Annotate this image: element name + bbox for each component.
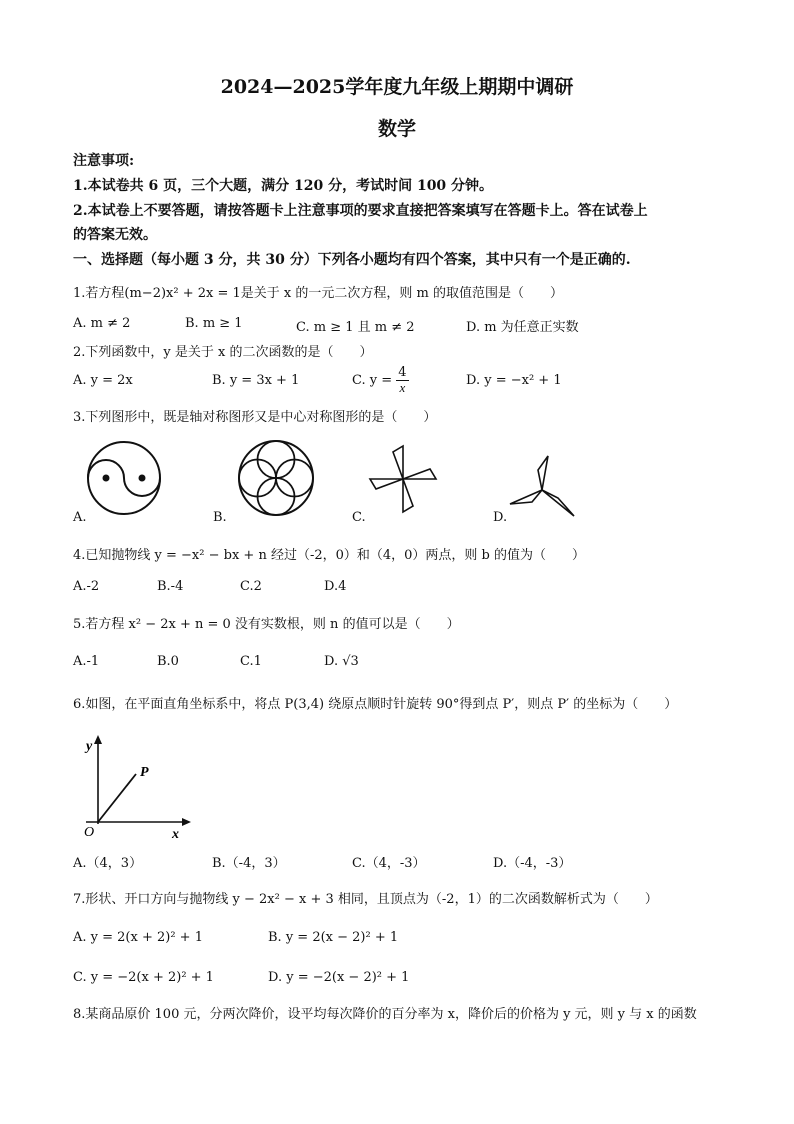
exam-title: 2024—2025学年度九年级上期期中调研 bbox=[220, 76, 574, 98]
question-3-stem: 3.下列图形中，既是轴对称图形又是中心对称图形的是（ ） bbox=[73, 410, 437, 425]
axis-x-label: x bbox=[172, 827, 179, 842]
question-6-stem: 6.如图，在平面直角坐标系中，将点 P(3,4) 绕原点顺时针旋转 90°得到点 P′，则点 P′ 的坐标为（ ） bbox=[73, 697, 678, 712]
axis-y-label: y bbox=[86, 739, 93, 754]
subject-title: 数学 bbox=[377, 118, 416, 140]
question-3-option-d: D. bbox=[493, 510, 508, 525]
question-6-option-a: A.（4，3） bbox=[73, 856, 143, 871]
question-6-option-b: B.（-4，3） bbox=[212, 856, 286, 871]
question-4-stem: 4.已知抛物线 y = −x² − bx + n 经过（-2，0）和（4，0）两点，则 b 的值为（ ） bbox=[73, 548, 586, 563]
question-6-option-d: D.（-4，-3） bbox=[493, 856, 572, 871]
question-1-option-b: B. m ≥ 1 bbox=[185, 316, 243, 331]
question-2-option-c bbox=[352, 366, 409, 395]
notes-item-2-line-1: 2.本试卷上不要答题，请按答题卡上注意事项的要求直接把答案填写在答题卡上。答在试卷上 bbox=[73, 203, 648, 219]
question-7-option-d: D. y = −2(x − 2)² + 1 bbox=[268, 970, 410, 985]
question-1-stem: 1.若方程(m−2)x² + 2x = 1是关于 x 的一元二次方程，则 m 的取值范围是（ ） bbox=[73, 286, 563, 301]
question-3-option-b: B. bbox=[213, 510, 227, 525]
fraction-numerator: 4 bbox=[398, 365, 407, 380]
question-8-stem: 8.某商品原价 100 元，分两次降价，设平均每次降价的百分率为 x，降价后的价格为 y 元，则 y 与 x 的函数 bbox=[73, 1007, 697, 1022]
origin-label: O bbox=[84, 825, 95, 840]
yin-yang-icon bbox=[84, 440, 164, 516]
question-3-option-a: A. bbox=[73, 510, 87, 525]
three-blade-triangle-icon bbox=[508, 454, 578, 520]
question-6-option-c: C.（4，-3） bbox=[352, 856, 426, 871]
question-7-option-a: A. y = 2(x + 2)² + 1 bbox=[73, 930, 203, 945]
question-2-stem: 2.下列函数中，y 是关于 x 的二次函数的是（ ） bbox=[73, 345, 373, 360]
coordinate-figure bbox=[80, 732, 200, 842]
question-5-option-b: B.0 bbox=[157, 654, 179, 669]
question-3-option-c: C. bbox=[352, 510, 366, 525]
section-heading: 一、选择题（每小题 3 分，共 30 分）下列各小题均有四个答案，其中只有一个是正确的. bbox=[73, 252, 631, 268]
fraction-denominator: x bbox=[399, 380, 406, 395]
question-4-option-a: A.-2 bbox=[73, 579, 100, 594]
question-2-option-a: A. y = 2x bbox=[73, 373, 133, 388]
question-7-option-c: C. y = −2(x + 2)² + 1 bbox=[73, 970, 214, 985]
four-petal-circle-icon bbox=[234, 438, 318, 518]
question-2-option-b: B. y = 3x + 1 bbox=[212, 373, 300, 388]
question-5-option-c: C.1 bbox=[240, 654, 262, 669]
question-2-option-c-label: C. y = bbox=[352, 373, 393, 388]
question-2-option-d: D. y = −x² + 1 bbox=[466, 373, 562, 388]
question-5-option-d: D. √3 bbox=[324, 654, 359, 669]
notes-item-2-line-2: 的答案无效。 bbox=[73, 227, 157, 243]
fraction bbox=[396, 366, 408, 395]
question-1-option-c: C. m ≥ 1 且 m ≠ 2 bbox=[296, 320, 415, 335]
question-5-option-a: A.-1 bbox=[73, 654, 100, 669]
point-p-label: P bbox=[140, 765, 149, 780]
notes-item-1: 1.本试卷共 6 页，三个大题，满分 120 分，考试时间 100 分钟。 bbox=[73, 178, 494, 194]
question-7-option-b: B. y = 2(x − 2)² + 1 bbox=[268, 930, 399, 945]
question-1-option-d: D. m 为任意正实数 bbox=[466, 320, 579, 335]
question-5-stem: 5.若方程 x² − 2x + n = 0 没有实数根，则 n 的值可以是（ ） bbox=[73, 617, 460, 632]
pinwheel-icon bbox=[368, 444, 438, 514]
question-4-option-c: C.2 bbox=[240, 579, 262, 594]
question-4-option-d: D.4 bbox=[324, 579, 347, 594]
question-4-option-b: B.-4 bbox=[157, 579, 184, 594]
question-7-stem: 7.形状、开口方向与抛物线 y − 2x² − x + 3 相同，且顶点为（-2，1）的二次函数解析式为（ ） bbox=[73, 892, 658, 907]
notes-heading: 注意事项: bbox=[73, 153, 135, 169]
question-1-option-a: A. m ≠ 2 bbox=[73, 316, 131, 331]
